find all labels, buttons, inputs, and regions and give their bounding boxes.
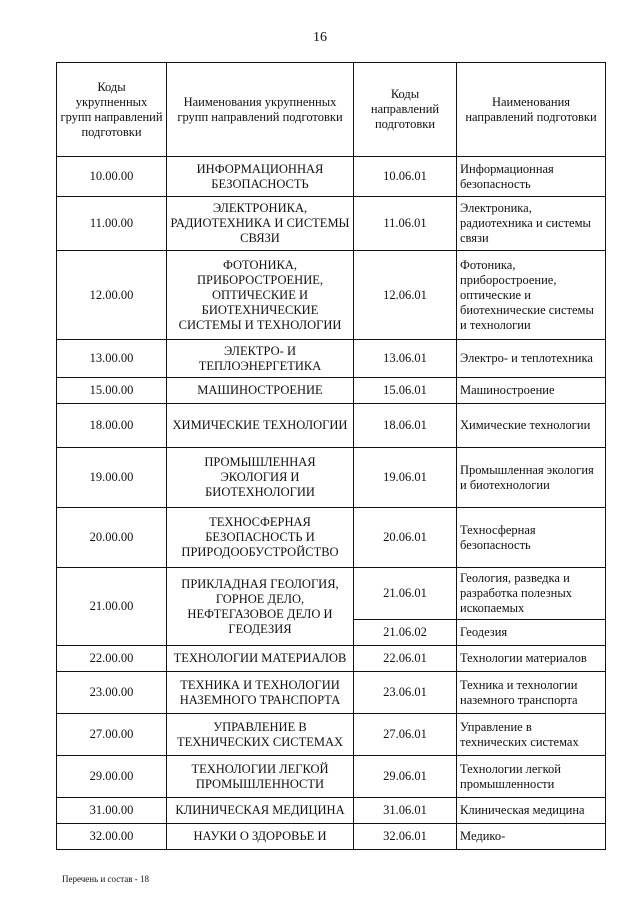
page-number: 16: [313, 30, 327, 45]
dir-name: Фотоника, приборостроение, оптические и биотехнические системы и технологии: [457, 251, 606, 340]
dir-code: 32.06.01: [354, 824, 457, 850]
group-name: ТЕХНОЛОГИИ МАТЕРИАЛОВ: [167, 646, 354, 672]
group-name: ХИМИЧЕСКИЕ ТЕХНОЛОГИИ: [167, 404, 354, 448]
table-row: [57, 448, 606, 508]
group-code: 21.00.00: [57, 568, 167, 646]
group-name: ТЕХНОЛОГИИ ЛЕГКОЙ ПРОМЫШЛЕННОСТИ: [167, 756, 354, 798]
dir-code: 19.06.01: [354, 448, 457, 508]
group-name: НАУКИ О ЗДОРОВЬЕ И: [167, 824, 354, 850]
group-name: УПРАВЛЕНИЕ В ТЕХНИЧЕСКИХ СИСТЕМАХ: [167, 714, 354, 756]
dir-name: Техника и технологии наземного транспорта: [457, 672, 606, 714]
group-code: 10.00.00: [57, 157, 167, 197]
group-name: ТЕХНОСФЕРНАЯ БЕЗОПАСНОСТЬ И ПРИРОДООБУСТРОЙСТВО: [167, 508, 354, 568]
dir-code: 13.06.01: [354, 340, 457, 378]
dir-code: 21.06.02: [354, 620, 457, 646]
header-dir-code: Коды направлений подготовки: [354, 63, 457, 157]
dir-code: 31.06.01: [354, 798, 457, 824]
table-row: [57, 508, 606, 568]
dir-name: Медико-: [457, 824, 606, 850]
group-code: 19.00.00: [57, 448, 167, 508]
group-name: ПРОМЫШЛЕННАЯ ЭКОЛОГИЯ И БИОТЕХНОЛОГИИ: [167, 448, 354, 508]
dir-name: Геодезия: [457, 620, 606, 646]
dir-name: Техносферная безопасность: [457, 508, 606, 568]
table-row: [57, 824, 606, 850]
dir-code: 18.06.01: [354, 404, 457, 448]
group-code: 18.00.00: [57, 404, 167, 448]
group-code: 29.00.00: [57, 756, 167, 798]
group-name: ФОТОНИКА, ПРИБОРОСТРОЕНИЕ, ОПТИЧЕСКИЕ И БИОТЕХНИЧЕСКИЕ СИСТЕМЫ И ТЕХНОЛОГИИ: [167, 251, 354, 340]
table-row: [57, 340, 606, 378]
group-code: 22.00.00: [57, 646, 167, 672]
table-row: [57, 378, 606, 404]
group-code: 32.00.00: [57, 824, 167, 850]
dir-name: Химические технологии: [457, 404, 606, 448]
dir-name: Информационная безопасность: [457, 157, 606, 197]
group-code: 31.00.00: [57, 798, 167, 824]
table-row: [57, 568, 606, 620]
table-row: [57, 157, 606, 197]
header-dir-name: Наименования направлений подготовки: [457, 63, 606, 157]
dir-code: 20.06.01: [354, 508, 457, 568]
table-row: [57, 646, 606, 672]
dir-name: Клиническая медицина: [457, 798, 606, 824]
table-row: [57, 798, 606, 824]
table-header-row: [57, 63, 606, 157]
directions-table: [56, 62, 606, 850]
dir-name: Промышленная экология и биотехнологии: [457, 448, 606, 508]
group-code: 15.00.00: [57, 378, 167, 404]
group-name: ТЕХНИКА И ТЕХНОЛОГИИ НАЗЕМНОГО ТРАНСПОРТА: [167, 672, 354, 714]
group-code: 12.00.00: [57, 251, 167, 340]
dir-code: 29.06.01: [354, 756, 457, 798]
group-code: 20.00.00: [57, 508, 167, 568]
header-group-name: Наименования укрупненных групп направлений подготовки: [167, 63, 354, 157]
dir-name: Технологии материалов: [457, 646, 606, 672]
dir-code: 10.06.01: [354, 157, 457, 197]
dir-name: Геология, разведка и разработка полезных ископаемых: [457, 568, 606, 620]
group-code: 13.00.00: [57, 340, 167, 378]
dir-code: 11.06.01: [354, 197, 457, 251]
table-row: [57, 251, 606, 340]
table-row: [57, 404, 606, 448]
group-name: КЛИНИЧЕСКАЯ МЕДИЦИНА: [167, 798, 354, 824]
dir-name: Управление в технических системах: [457, 714, 606, 756]
dir-code: 15.06.01: [354, 378, 457, 404]
table-row: [57, 714, 606, 756]
group-name: ЭЛЕКТРО- И ТЕПЛОЭНЕРГЕТИКА: [167, 340, 354, 378]
dir-name: Машиностроение: [457, 378, 606, 404]
footer-note: Перечень и состав - 18: [62, 874, 150, 884]
group-code: 27.00.00: [57, 714, 167, 756]
dir-code: 23.06.01: [354, 672, 457, 714]
header-group-code: Коды укрупненных групп направлений подготовки: [57, 63, 167, 157]
dir-code: 12.06.01: [354, 251, 457, 340]
dir-code: 21.06.01: [354, 568, 457, 620]
group-name: МАШИНОСТРОЕНИЕ: [167, 378, 354, 404]
dir-code: 22.06.01: [354, 646, 457, 672]
group-name: ПРИКЛАДНАЯ ГЕОЛОГИЯ, ГОРНОЕ ДЕЛО, НЕФТЕГАЗОВОЕ ДЕЛО И ГЕОДЕЗИЯ: [167, 568, 354, 646]
table-row: [57, 197, 606, 251]
group-code: 11.00.00: [57, 197, 167, 251]
table-row: [57, 672, 606, 714]
table-row: [57, 756, 606, 798]
dir-name: Электро- и теплотехника: [457, 340, 606, 378]
dir-name: Технологии легкой промышленности: [457, 756, 606, 798]
dir-code: 27.06.01: [354, 714, 457, 756]
group-name: ЭЛЕКТРОНИКА, РАДИОТЕХНИКА И СИСТЕМЫ СВЯЗИ: [167, 197, 354, 251]
dir-name: Электроника, радиотехника и системы связи: [457, 197, 606, 251]
group-code: 23.00.00: [57, 672, 167, 714]
group-name: ИНФОРМАЦИОННАЯ БЕЗОПАСНОСТЬ: [167, 157, 354, 197]
